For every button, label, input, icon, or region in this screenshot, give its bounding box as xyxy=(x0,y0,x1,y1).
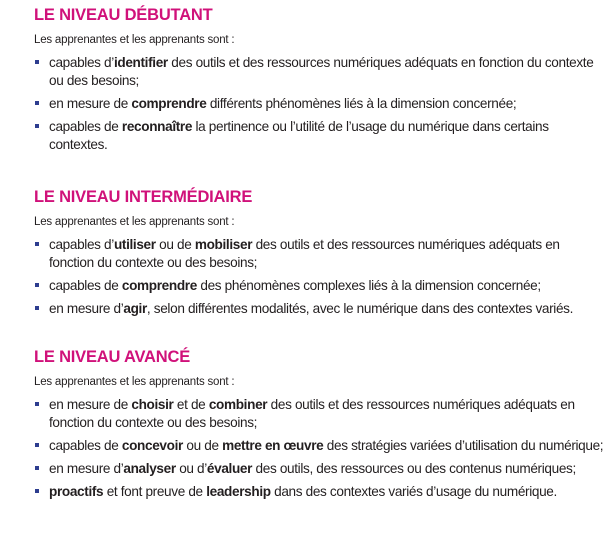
text-run: en mesure d’ xyxy=(49,461,124,476)
emphasis-keyword: combiner xyxy=(208,397,268,412)
text-run: en mesure d’ xyxy=(49,301,124,316)
list-item xyxy=(0,460,608,478)
level-title: LE NIVEAU INTERMÉDIAIRE xyxy=(34,188,253,206)
emphasis-keyword: analyser xyxy=(123,461,176,476)
emphasis-keyword: comprendre xyxy=(131,96,207,111)
list-item-text xyxy=(49,119,549,152)
emphasis-keyword: utiliser xyxy=(113,237,156,252)
text-run: des outils et des ressources numériques adéquats en fonction du contexte ou des besoins; xyxy=(49,397,575,430)
bullet-square-icon xyxy=(35,402,39,406)
text-run: capables de xyxy=(49,119,122,134)
text-run: des outils et des ressources numériques adéquats en fonction du contexte ou des besoins; xyxy=(49,55,594,88)
level-items xyxy=(0,236,608,323)
level-title: LE NIVEAU AVANCÉ xyxy=(34,348,191,366)
text-run: capables de xyxy=(49,278,122,293)
list-item-text xyxy=(49,55,593,88)
list-item xyxy=(0,483,608,501)
text-run: des phénomènes complexes liés à la dimension concernée; xyxy=(196,278,541,293)
emphasis-keyword: identifier xyxy=(113,55,168,70)
list-item xyxy=(0,118,608,154)
text-run: en mesure de xyxy=(49,397,132,412)
list-item xyxy=(0,236,608,272)
level-title: LE NIVEAU DÉBUTANT xyxy=(34,6,213,24)
emphasis-keyword: évaluer xyxy=(206,461,253,476)
emphasis-keyword: agir xyxy=(123,301,147,316)
bullet-square-icon xyxy=(35,466,39,470)
emphasis-keyword: comprendre xyxy=(121,278,197,293)
text-run: ou de xyxy=(155,237,195,252)
bullet-square-icon xyxy=(35,489,39,493)
text-run: en mesure de xyxy=(49,96,132,111)
list-item-text xyxy=(49,237,560,270)
text-run: la pertinence ou l’utilité de l’usage du numérique dans certains contextes. xyxy=(49,119,549,152)
text-run: et de xyxy=(173,397,209,412)
text-run: des stratégies variées d’utilisation du numérique; xyxy=(323,438,604,453)
emphasis-keyword: reconnaître xyxy=(121,119,193,134)
text-run: différents phénomènes liés à la dimension concernée; xyxy=(206,96,517,111)
bullet-square-icon xyxy=(35,124,39,128)
list-item-text xyxy=(49,397,575,430)
list-item xyxy=(0,300,608,318)
bullet-square-icon xyxy=(35,283,39,287)
bullet-square-icon xyxy=(35,60,39,64)
text-run: capables d’ xyxy=(49,55,114,70)
emphasis-keyword: proactifs xyxy=(49,484,104,499)
level-intro: Les apprenantes et les apprenants sont : xyxy=(34,376,235,388)
list-item-text xyxy=(49,301,573,316)
list-item-text xyxy=(49,278,541,293)
emphasis-keyword: leadership xyxy=(206,484,271,499)
list-item-text xyxy=(49,461,576,476)
list-item-text xyxy=(49,96,516,111)
list-item xyxy=(0,277,608,295)
emphasis-keyword: mobiliser xyxy=(194,237,253,252)
level-intro: Les apprenantes et les apprenants sont : xyxy=(34,34,235,46)
text-run: dans des contextes variés d’usage du numérique. xyxy=(270,484,557,499)
bullet-square-icon xyxy=(35,443,39,447)
emphasis-keyword: concevoir xyxy=(121,438,183,453)
text-run: ou de xyxy=(182,438,223,453)
bullet-square-icon xyxy=(35,242,39,246)
list-item-text xyxy=(49,484,557,499)
level-items xyxy=(0,396,608,506)
text-run: capables d’ xyxy=(49,237,114,252)
emphasis-keyword: mettre en œuvre xyxy=(222,438,324,453)
list-item xyxy=(0,95,608,113)
list-item xyxy=(0,396,608,432)
level-items xyxy=(0,54,608,159)
text-run: des outils, des ressources ou des contenus numériques; xyxy=(252,461,576,476)
bullet-square-icon xyxy=(35,101,39,105)
text-run: capables de xyxy=(49,438,122,453)
text-run: des outils et des ressources numériques adéquats en fonction du contexte ou des besoins; xyxy=(49,237,560,270)
list-item-text xyxy=(49,438,603,453)
emphasis-keyword: choisir xyxy=(131,397,174,412)
bullet-square-icon xyxy=(35,306,39,310)
text-run: ou d’ xyxy=(175,461,207,476)
text-run: et font preuve de xyxy=(103,484,207,499)
text-run: , selon différentes modalités, avec le numérique dans des contextes variés. xyxy=(146,301,574,316)
list-item xyxy=(0,437,608,455)
list-item xyxy=(0,54,608,90)
level-intro: Les apprenantes et les apprenants sont : xyxy=(34,216,235,228)
